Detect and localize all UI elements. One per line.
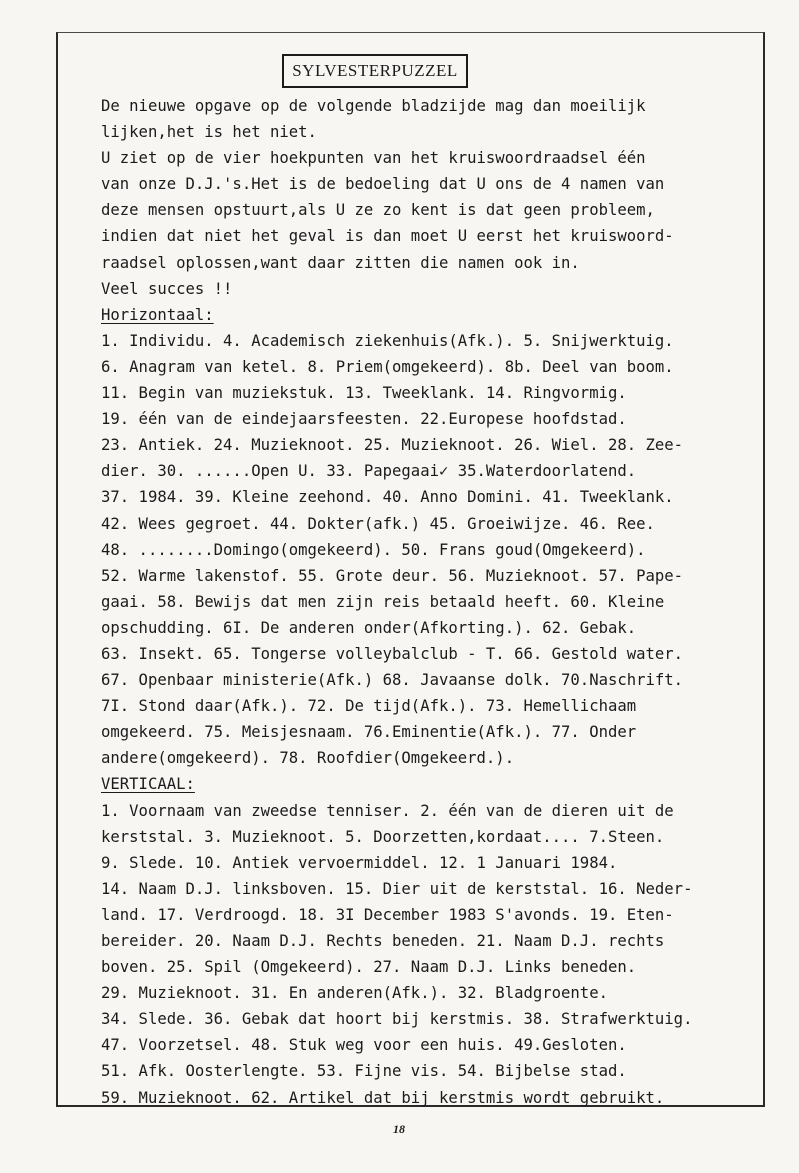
vertical-clue-line: 14. Naam D.J. linksboven. 15. Dier uit de kerststal. 16. Neder- [101,879,693,898]
horizontal-clue-line: opschudding. 6I. De anderen onder(Afkorting.). 62. Gebak. [101,618,637,637]
page-number: 18 [393,1122,405,1136]
intro-line: U ziet op de vier hoekpunten van het kruiswoordraadsel één [101,149,646,168]
horizontal-clue-line: omgekeerd. 75. Meisjesnaam. 76.Eminentie(Afk.). 77. Onder [101,723,637,742]
horizontal-clue-line: 6. Anagram van ketel. 8. Priem(omgekeerd). 8b. Deel van boom. [101,357,674,376]
document-body [101,93,761,1111]
horizontal-clue-line: 1. Individu. 4. Academisch ziekenhuis(Afk.). 5. Snijwerktuig. [101,331,674,350]
horizontal-clue-line: dier. 30. ......Open U. 33. Papegaai✓ 35.Waterdoorlatend. [101,462,637,481]
intro-line: raadsel oplossen,want daar zitten die namen ook in. [101,253,580,272]
vertical-clue-line: 1. Voornaam van zweedse tenniser. 2. één van de dieren uit de [101,801,674,820]
page-title: SYLVESTERPUZZEL [282,54,468,88]
horizontal-heading: Horizontaal: [101,305,214,324]
vertical-clue-line: boven. 25. Spil (Omgekeerd). 27. Naam D.J. Links beneden. [101,958,637,977]
intro-line: lijken,het is het niet. [101,123,317,142]
horizontal-clue-line: 48. ........Domingo(omgekeerd). 50. Frans goud(Omgekeerd). [101,540,646,559]
vertical-clue-line: 47. Voorzetsel. 48. Stuk weg voor een huis. 49.Gesloten. [101,1036,627,1055]
vertical-clue-line: kerststal. 3. Muzieknoot. 5. Doorzetten,kordaat.... 7.Steen. [101,827,665,846]
horizontal-clue-line: 7I. Stond daar(Afk.). 72. De tijd(Afk.). 73. Hemellichaam [101,697,637,716]
vertical-clue-line: 29. Muzieknoot. 31. En anderen(Afk.). 32. Bladgroente. [101,984,608,1003]
horizontal-clue-line: andere(omgekeerd). 78. Roofdier(Omgekeerd.). [101,749,515,768]
horizontal-clue-line: 11. Begin van muziekstuk. 13. Tweeklank. 14. Ringvormig. [101,384,627,403]
horizontal-clue-line: gaai. 58. Bewijs dat men zijn reis betaald heeft. 60. Kleine [101,592,665,611]
horizontal-clue-line: 37. 1984. 39. Kleine zeehond. 40. Anno Domini. 41. Tweeklank. [101,488,674,507]
vertical-clue-line: 51. Afk. Oosterlengte. 53. Fijne vis. 54. Bijbelse stad. [101,1062,627,1081]
horizontal-clue-line: 23. Antiek. 24. Muzieknoot. 25. Muzieknoot. 26. Wiel. 28. Zee- [101,436,684,455]
vertical-clue-line: 59. Muzieknoot. 62. Artikel dat bij kerstmis wordt gebruikt. [101,1088,665,1107]
horizontal-clue-line: 19. één van de eindejaarsfeesten. 22.Europese hoofdstad. [101,410,627,429]
horizontal-clue-line: 67. Openbaar ministerie(Afk.) 68. Javaanse dolk. 70.Naschrift. [101,671,684,690]
vertical-clue-line: bereider. 20. Naam D.J. Rechts beneden. 21. Naam D.J. rechts [101,932,665,950]
horizontal-clue-line: 42. Wees gegroet. 44. Dokter(afk.) 45. Groeiwijze. 46. Ree. [101,514,655,533]
horizontal-clue-line: 63. Insekt. 65. Tongerse volleybalclub - T. 66. Gestold water. [101,644,684,663]
vertical-heading: VERTICAAL: [101,775,195,794]
vertical-clue-line: 9. Slede. 10. Antiek vervoermiddel. 12. 1 Januari 1984. [101,853,618,872]
intro-line: Veel succes !! [101,279,233,298]
intro-line: De nieuwe opgave op de volgende bladzijde mag dan moeilijk [101,97,646,115]
intro-line: indien dat niet het geval is dan moet U eerst het kruiswoord- [101,227,674,246]
vertical-clue-line: land. 17. Verdroogd. 18. 3I December 1983 S'avonds. 19. Eten- [101,905,674,924]
intro-line: van onze D.J.'s.Het is de bedoeling dat U ons de 4 namen van [101,175,665,194]
intro-line: deze mensen opstuurt,als U ze zo kent is dat geen probleem, [101,201,655,220]
vertical-clue-line: 34. Slede. 36. Gebak dat hoort bij kerstmis. 38. Strafwerktuig. [101,1010,693,1029]
horizontal-clue-line: 52. Warme lakenstof. 55. Grote deur. 56. Muzieknoot. 57. Pape- [101,566,684,585]
